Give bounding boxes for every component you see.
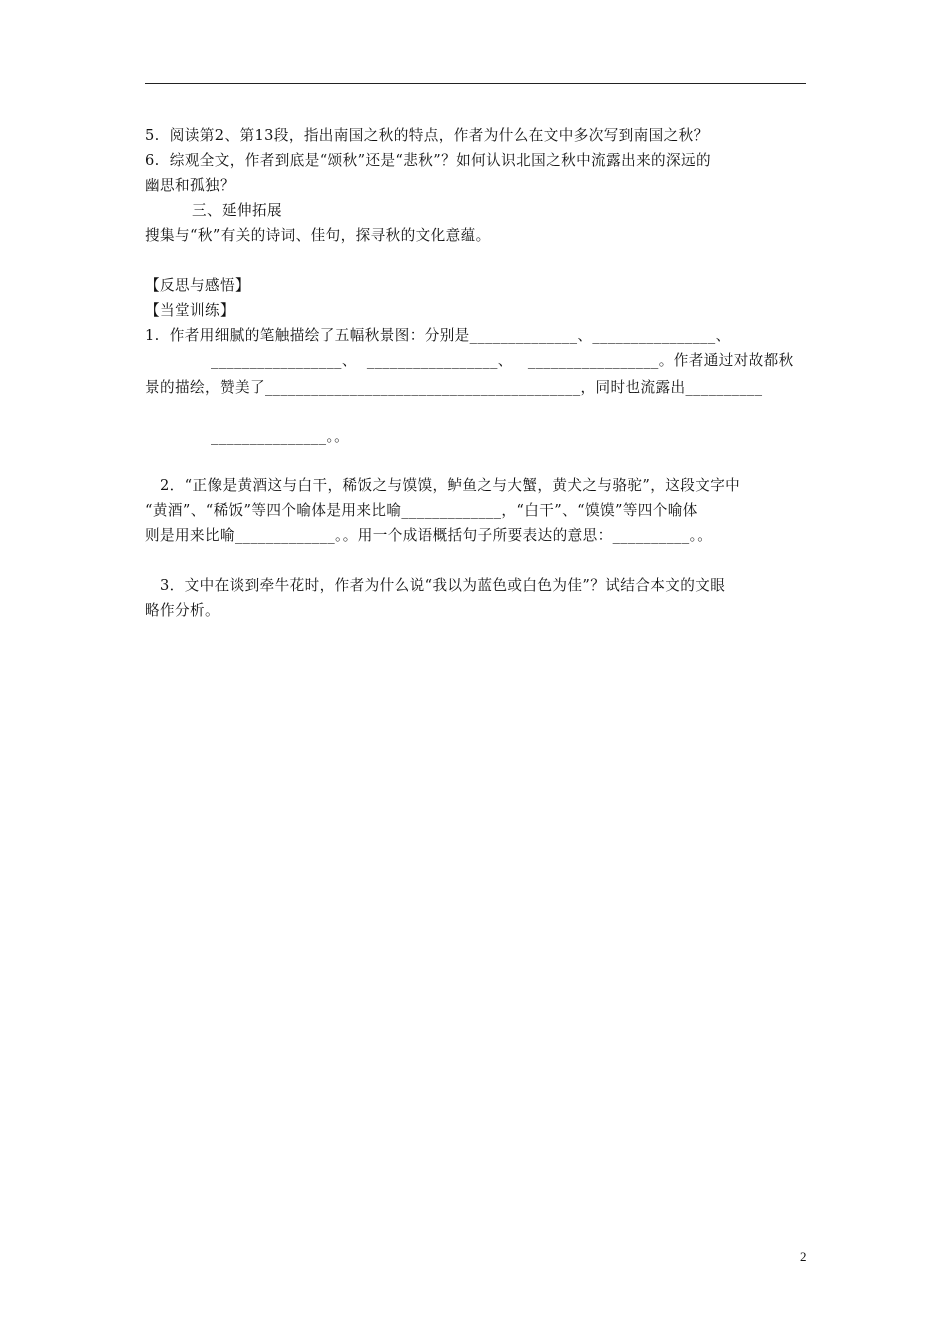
question-6-line-1: 6. 综观全文，作者到底是“颂秋”还是“悲秋”？如何认识北国之秋中流露出来的深远的 xyxy=(145,152,712,169)
practice-1-line-1: 1. 作者用细腻的笔触描绘了五幅秋景图：分别是______________、________________、 xyxy=(145,327,731,344)
practice-2-line-3: 则是用来比喻_____________。。用一个成语概括句子所要表达的意思：__________。。 xyxy=(145,527,713,544)
extension-text: 搜集与“秋”有关的诗词、佳句，探寻秋的文化意蕴。 xyxy=(145,227,491,244)
practice-1-line-3: 景的描绘，赞美了_________________________________________，同时也流露出__________ xyxy=(145,379,763,396)
header-rule xyxy=(145,83,806,84)
page-number: 2 xyxy=(800,1249,807,1264)
extension-heading: 三、延伸拓展 xyxy=(192,202,282,219)
practice-1-line-4: _______________。。 xyxy=(211,428,350,445)
reflection-heading: 【反思与感悟】 xyxy=(145,277,250,294)
practice-1-line-2: _________________、 _________________、 _________________。作者通过对故都秋 xyxy=(211,352,794,369)
question-6-line-2: 幽思和孤独？ xyxy=(145,177,235,194)
practice-2-line-1: 2．“正像是黄酒这与白干，稀饭之与馍馍，鲈鱼之与大蟹，黄犬之与骆驼”，这段文字中 xyxy=(160,477,741,494)
practice-heading: 【当堂训练】 xyxy=(145,302,235,319)
practice-2-line-2: “黄酒”、“稀饭”等四个喻体是用来比喻_____________，“白干”、“馍馍”等四个喻体 xyxy=(145,502,698,519)
practice-3-line-1: 3．文中在谈到牵牛花时，作者为什么说“我以为蓝色或白色为佳”？试结合本文的文眼 xyxy=(160,577,726,594)
practice-3-line-2: 略作分析。 xyxy=(145,602,220,619)
question-5: 5. 阅读第2、第13段，指出南国之秋的特点，作者为什么在文中多次写到南国之秋？ xyxy=(145,127,709,144)
